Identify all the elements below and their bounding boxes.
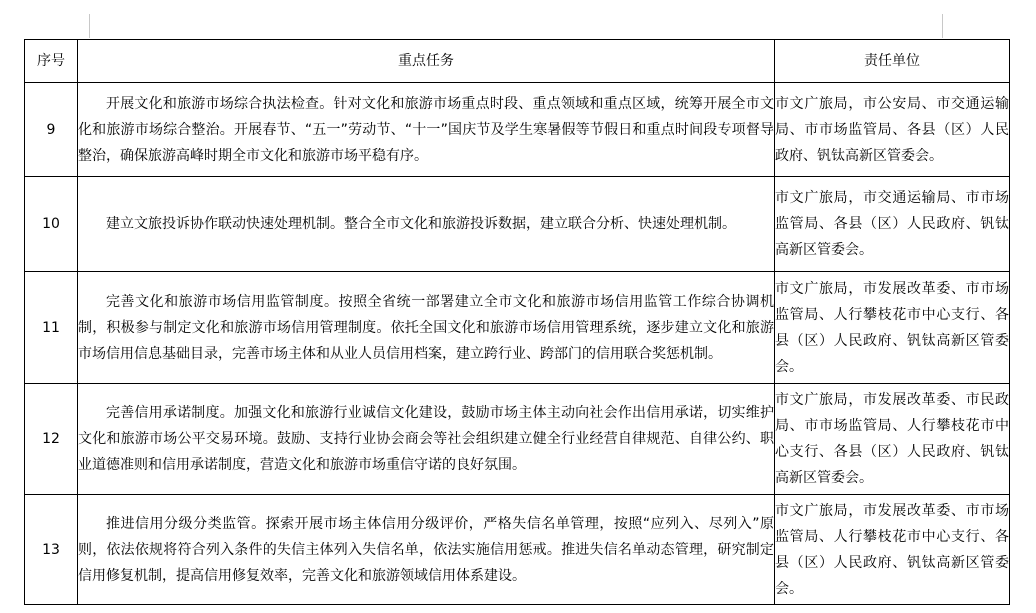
- row-number: 10: [25, 177, 78, 272]
- row-task: [78, 272, 775, 384]
- row-unit: 市文广旅局，市交通运输局、市市场监管局、各县（区）人民政府、钒钛高新区管委会。: [775, 177, 1010, 272]
- row-unit: 市文广旅局，市发展改革委、市市场监管局、人行攀枝花市中心支行、各县（区）人民政府、钒钛高新区管委会。: [775, 495, 1010, 605]
- header-task: 重点任务: [78, 40, 775, 83]
- table-row: [25, 384, 1010, 495]
- row-unit: 市文广旅局，市发展改革委、市民政局、市市场监管局、人行攀枝花市中心支行、各县（区）人民政府、钒钛高新区管委会。: [775, 384, 1010, 495]
- key-tasks-table: [24, 39, 1010, 605]
- row-task: [78, 177, 775, 272]
- table-row: [25, 177, 1010, 272]
- table-row: [25, 83, 1010, 177]
- row-number: 9: [25, 83, 78, 177]
- row-task-text: 推进信用分级分类监管。探索开展市场主体信用分级评价，严格失信名单管理，按照“应列入、尽列入”原则，依法依规将符合列入条件的失信主体列入失信名单，依法实施信用惩戒。推进失信名单动态管理，研究制定信用修复机制，提高信用修复效率，完善文化和旅游领域信用体系建设。: [78, 515, 774, 584]
- row-task-text: 完善文化和旅游市场信用监管制度。按照全省统一部署建立全市文化和旅游市场信用监管工作综合协调机制，积极参与制定文化和旅游市场信用管理制度。依托全国文化和旅游市场信用管理系统，逐步建立文化和旅游市场信用信息基础目录，完善市场主体和从业人员信用档案，建立跨行业、跨部门的信用联合奖惩机制。: [78, 293, 774, 362]
- row-number: 12: [25, 384, 78, 495]
- row-number: 11: [25, 272, 78, 384]
- table-row: [25, 495, 1010, 605]
- header-no: 序号: [25, 40, 78, 83]
- row-task-text: 开展文化和旅游市场综合执法检查。针对文化和旅游市场重点时段、重点领域和重点区域，统筹开展全市文化和旅游市场综合整治。开展春节、“五一”劳动节、“十一”国庆节及学生寒暑假等节假日和重点时间段专项督导整治，确保旅游高峰时期全市文化和旅游市场平稳有序。: [78, 95, 774, 164]
- table-header-row: [25, 40, 1010, 83]
- row-task: [78, 495, 775, 605]
- header-unit: 责任单位: [775, 40, 1010, 83]
- row-task-text: 完善信用承诺制度。加强文化和旅游行业诚信文化建设，鼓励市场主体主动向社会作出信用承诺，切实维护文化和旅游市场公平交易环境。鼓励、支持行业协会商会等社会组织建立健全行业经营自律规范、自律公约、职业道德准则和信用承诺制度，营造文化和旅游市场重信守诺的良好氛围。: [78, 405, 774, 473]
- crop-mark-left: [89, 14, 90, 38]
- crop-mark-right: [942, 14, 943, 38]
- row-unit: 市文广旅局，市发展改革委、市市场监管局、人行攀枝花市中心支行、各县（区）人民政府、钒钛高新区管委会。: [775, 272, 1010, 384]
- table-row: [25, 272, 1010, 384]
- row-unit: 市文广旅局，市公安局、市交通运输局、市市场监管局、各县（区）人民政府、钒钛高新区管委会。: [775, 83, 1010, 177]
- row-task-text: 建立文旅投诉协作联动快速处理机制。整合全市文化和旅游投诉数据，建立联合分析、快速处理机制。: [106, 216, 736, 232]
- row-task: [78, 83, 775, 177]
- row-task: [78, 384, 775, 495]
- row-number: 13: [25, 495, 78, 605]
